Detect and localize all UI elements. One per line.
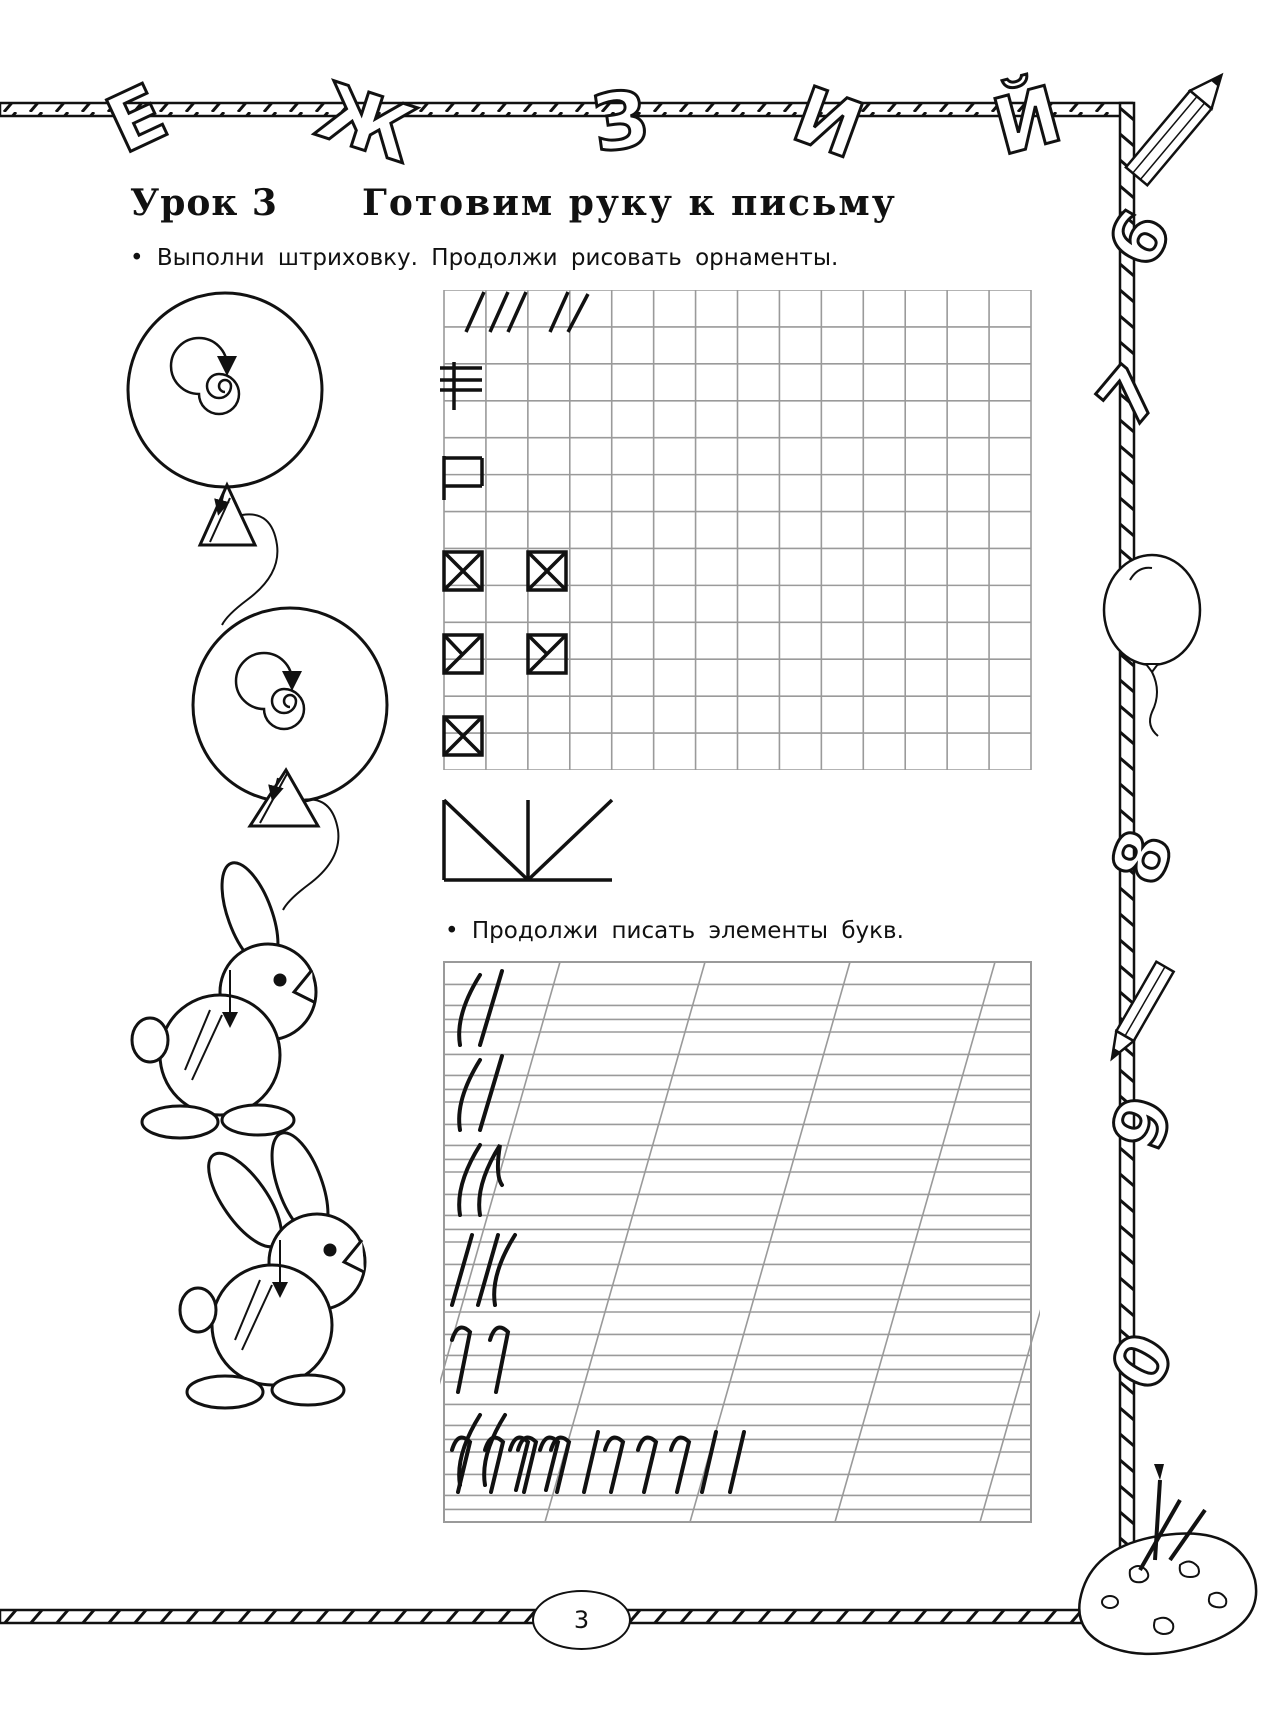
rabbit-drawing-2 [180, 1126, 365, 1408]
balloon-drawing-1 [128, 293, 322, 625]
ornament-grid [440, 290, 1040, 770]
page-number: 3 [532, 1590, 631, 1650]
ornament-samples [440, 292, 588, 755]
palette-icon [1079, 1464, 1256, 1654]
small-pencil-icon [1103, 962, 1173, 1064]
letter-e: Е [93, 67, 181, 172]
task-letters-instruction: • Продолжи писать элементы букв. [445, 918, 904, 944]
digit-eight: 8 [1094, 819, 1191, 895]
letter-zhe: Ж [306, 66, 426, 182]
letter-i-kratkoe: Й [984, 69, 1071, 174]
grid-lines [444, 290, 1031, 770]
balloon-drawing-2 [193, 608, 387, 910]
task-hatching-instruction: • Выполни штриховку. Продолжи рисовать орнаменты. [130, 245, 839, 271]
letter-i: И [781, 70, 875, 178]
digit-zero: 0 [1093, 1318, 1192, 1405]
pencil-icon [1126, 66, 1232, 185]
side-decorations [1060, 0, 1270, 1713]
illustrations [110, 280, 410, 1510]
letter-ze: З [586, 73, 655, 171]
lesson-topic: Готовим руку к письму [362, 182, 897, 224]
digit-six: 6 [1090, 195, 1189, 282]
letter-elements-last-row [440, 1420, 760, 1510]
balloon-icon [1104, 555, 1200, 736]
digit-seven: 7 [1081, 349, 1178, 443]
fan-ornament [440, 790, 620, 890]
digit-nine: 9 [1094, 1085, 1191, 1161]
lesson-number: Урок 3 [130, 182, 278, 224]
